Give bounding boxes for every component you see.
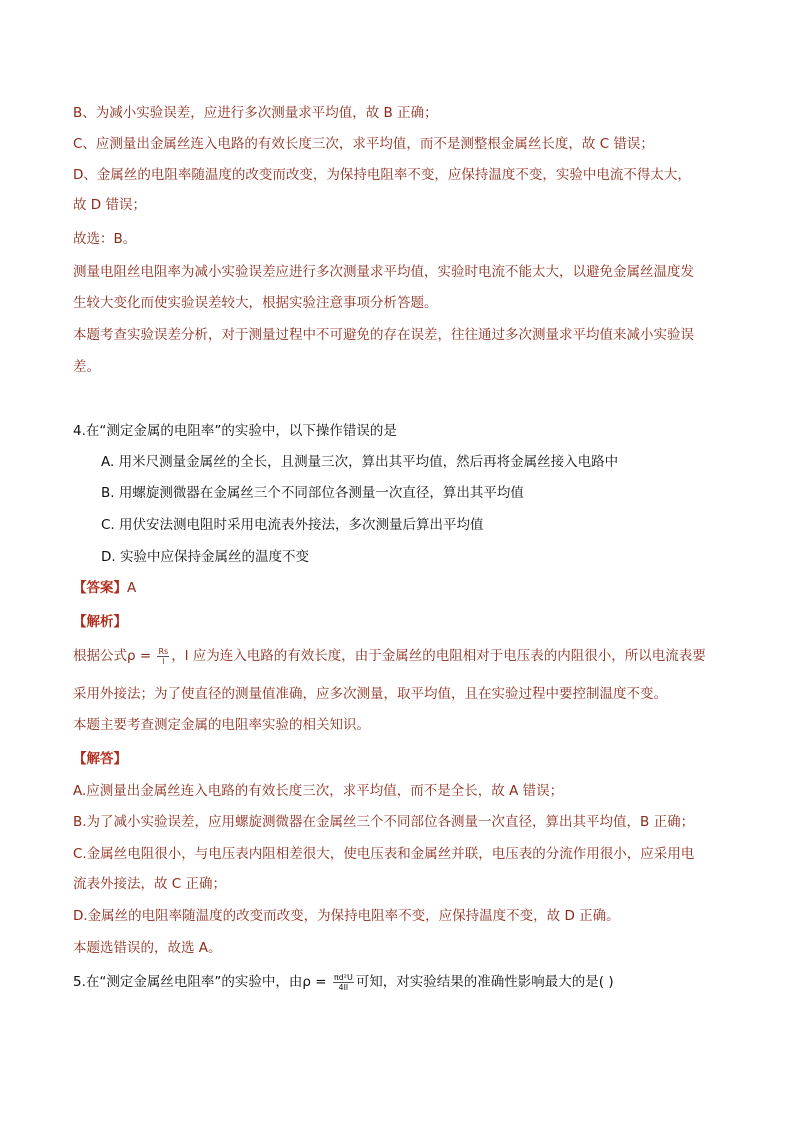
q4-solution-a: A.应测量出金属丝连入电路的有效长度三次，求平均值，而不是全长，故 A 错误；	[73, 783, 564, 799]
prev-final-choice: 故选：B。	[73, 231, 137, 247]
q4-analysis-line3: 本题主要考查测定金属的电阻率实验的相关知识。	[73, 717, 370, 733]
prev-comment-line1: 本题考查实验误差分析，对于测量过程中不可避免的存在误差，往往通过多次测量求平均值来减小实验误	[73, 327, 694, 343]
q4-option-a: A. 用米尺测量金属丝的全长，且测量三次，算出其平均值，然后再将金属丝接入电路中	[101, 454, 619, 470]
q4-stem: 4.在“测定金属的电阻率”的实验中，以下操作错误的是	[73, 423, 397, 439]
q4-analysis-tag: 【解析】	[73, 614, 127, 630]
formula-denominator: l	[162, 656, 165, 666]
prev-option-c-explanation: C、应测量出金属丝连入电路的有效长度三次，求平均值，而不是测整根金属丝长度，故 C 错误；	[73, 136, 654, 152]
prev-option-b-explanation: B、为减小实验误差，应进行多次测量求平均值，故 B 正确；	[73, 105, 438, 121]
q5-formula	[333, 973, 354, 992]
formula-prefix: 根据公式ρ =	[73, 648, 156, 664]
q5-stem-prefix: 5.在“测定金属丝电阻率”的实验中，由ρ =	[73, 974, 331, 990]
q4-solution-d: D.金属丝的电阻率随温度的改变而改变，为保持电阻率不变，应保持温度不变，故 D 正确。	[73, 908, 620, 924]
prev-analysis-line2: 生较大变化而使实验误差较大，根据实验注意事项分析答题。	[73, 295, 438, 311]
prev-option-d-explanation-line1: D、金属丝的电阻率随温度的改变而改变，为保持电阻率不变，应保持温度不变，实验中电流不得太大，	[73, 167, 691, 183]
analysis-text: ，l 应为连入电路的有效长度，由于金属丝的电阻相对于电压表的内阻很小，所以电流表要	[171, 648, 706, 664]
q4-option-d: D. 实验中应保持金属丝的温度不变	[101, 549, 309, 565]
prev-analysis-line1: 测量电阻丝电阻率为减小实验误差应进行多次测量求平均值，实验时电流不能太大，以避免金属丝温度发	[73, 264, 694, 280]
answer-value: A	[127, 580, 137, 596]
q4-analysis-line2: 采用外接法；为了使直径的测量值准确，应多次测量，取平均值，且在实验过程中要控制温度不变。	[73, 686, 667, 702]
formula-numerator: Rs	[158, 646, 169, 656]
q4-analysis-line1	[73, 646, 706, 666]
q4-solution-tag: 【解答】	[73, 751, 127, 767]
q5-stem-suffix: 可知，对实验结果的准确性影响最大的是( )	[355, 974, 614, 990]
q5-formula-numerator: πd²U	[333, 972, 353, 982]
q4-option-c: C. 用伏安法测电阻时采用电流表外接法，多次测量后算出平均值	[101, 517, 484, 533]
q4-solution-c-line1: C.金属丝电阻很小，与电压表内阻相差很大，使电压表和金属丝并联，电压表的分流作用很小，应采用电	[73, 846, 695, 862]
q4-solution-b: B.为了减小实验误差，应用螺旋测微器在金属丝三个不同部位各测量一次直径，算出其平均值，B 正确；	[73, 814, 695, 830]
answer-tag: 【答案】	[73, 580, 127, 596]
q4-option-b: B. 用螺旋测微器在金属丝三个不同部位各测量一次直径，算出其平均值	[101, 485, 524, 501]
q4-solution-c-line2: 流表外接法，故 C 正确；	[73, 876, 227, 892]
q5-stem	[73, 972, 614, 992]
q4-conclusion: 本题选错误的，故选 A。	[73, 940, 222, 956]
prev-comment-line2: 差。	[73, 359, 100, 375]
q5-formula-denominator: 4Il	[338, 982, 349, 992]
q4-answer	[73, 578, 136, 598]
resistivity-formula	[157, 647, 169, 666]
prev-option-d-explanation-line2: 故 D 错误；	[73, 197, 146, 213]
